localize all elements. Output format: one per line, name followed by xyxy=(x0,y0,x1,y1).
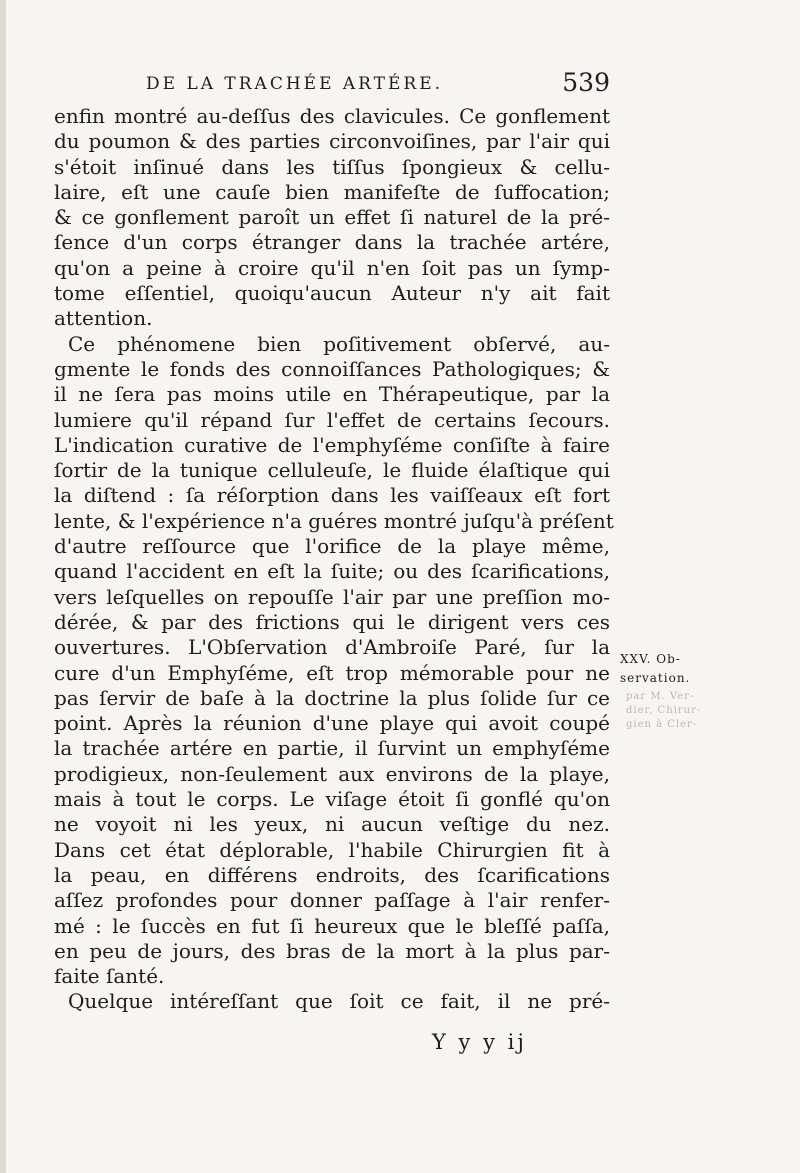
text-line: la diſtend : ſa réſorption dans les vaiſſeaux eſt fort xyxy=(54,483,610,508)
text-line: pas ſervir de baſe à la doctrine la plus ſolide ſur ce xyxy=(54,685,610,710)
text-line: lumiere qu'il répand ſur l'effet de certains ſecours. xyxy=(54,407,610,432)
text-line: faite ſanté. xyxy=(54,964,165,989)
text-line: s'étoit inſinué dans les tiſſus ſpongieux & cellu- xyxy=(54,154,610,179)
show-through-line: dier, Chirur- xyxy=(626,705,702,716)
text-line: ſortir de la tunique celluleuſe, le fluide élaſtique qui xyxy=(54,458,610,483)
text-line: L'indication curative de l'emphyſéme conſiſte à faire xyxy=(54,432,610,457)
text-line: d'autre reſſource que l'orifice de la playe même, xyxy=(54,534,610,559)
text-line: Ce phénomene bien poſitivement obſervé, au- xyxy=(68,331,610,356)
page-number: 539 xyxy=(562,68,610,97)
text-line: laire, eſt une cauſe bien manifeſte de ſuffocation; xyxy=(54,179,610,204)
body-text xyxy=(54,104,614,1015)
text-line: & ce gonflement paroît un effet ſi naturel de la pré- xyxy=(54,205,610,230)
page-edge xyxy=(0,0,6,1173)
text-line: ſence d'un corps étranger dans la trachée artére, xyxy=(54,230,610,255)
text-line: lente, & l'expérience n'a guéres montré juſqu'à préſent xyxy=(54,508,614,533)
text-line: en peu de jours, des bras de la mort à la plus par- xyxy=(54,938,610,963)
text-line: la trachée artére en partie, il ſurvint un emphyſéme xyxy=(54,736,610,761)
text-line: il ne ſera pas moins utile en Thérapeutique, par la xyxy=(54,382,610,407)
page-header xyxy=(140,68,610,102)
text-line: aſſez profondes pour donner paſſage à l'air renfer- xyxy=(54,888,610,913)
text-line: tome eſſentiel, quoiqu'aucun Auteur n'y ait fait xyxy=(54,281,610,306)
show-through-text xyxy=(626,690,706,732)
text-line: mé : le ſuccès en fut ſi heureux que le bleſſé paſſa, xyxy=(54,913,610,938)
catchword: Y y y ij xyxy=(432,1030,527,1054)
text-line: du poumon & des parties circonvoiſines, par l'air qui xyxy=(54,129,610,154)
show-through-line: gien à Cler- xyxy=(626,719,698,730)
text-line: ne voyoit ni les yeux, ni aucun veſtige du nez. xyxy=(54,812,610,837)
text-line: mais à tout le corps. Le viſage étoit ſi gonflé qu'on xyxy=(54,787,610,812)
text-line: point. Après la réunion d'une playe qui avoit coupé xyxy=(54,711,610,736)
text-line: enfin montré au-deſſus des clavicules. Ce gonflement xyxy=(54,104,610,128)
running-title: DE LA TRACHÉE ARTÉRE. xyxy=(146,74,444,94)
text-line: gmente le fonds des connoiſſances Pathologiques; & xyxy=(54,356,610,381)
text-line: ouvertures. L'Obſervation d'Ambroiſe Paré, ſur la xyxy=(54,635,610,660)
text-line: attention. xyxy=(54,306,153,331)
text-line: Quelque intéreſſant que ſoit ce fait, il ne pré- xyxy=(68,989,610,1014)
margin-note-line: servation. xyxy=(620,671,691,685)
text-line: vers leſquelles on repouſſe l'air par une preſſion mo- xyxy=(54,584,610,609)
text-line: Dans cet état déplorable, l'habile Chirurgien fit à xyxy=(54,837,610,862)
text-line: dérée, & par des frictions qui le dirigent vers ces xyxy=(54,609,610,634)
text-line: qu'on a peine à croire qu'il n'en ſoit pas un ſymp- xyxy=(54,255,610,280)
show-through-line: par M. Ver- xyxy=(626,691,695,702)
text-line: la peau, en différens endroits, des ſcarifications xyxy=(54,862,610,887)
text-line: quand l'accident en eſt la ſuite; ou des ſcarifications, xyxy=(54,559,610,584)
text-line: cure d'un Emphyſéme, eſt trop mémorable pour ne xyxy=(54,660,610,685)
margin-note-line: XXV. Ob- xyxy=(620,652,681,666)
text-line: prodigieux, non-ſeulement aux environs de la playe, xyxy=(54,761,610,786)
margin-note xyxy=(620,650,730,688)
